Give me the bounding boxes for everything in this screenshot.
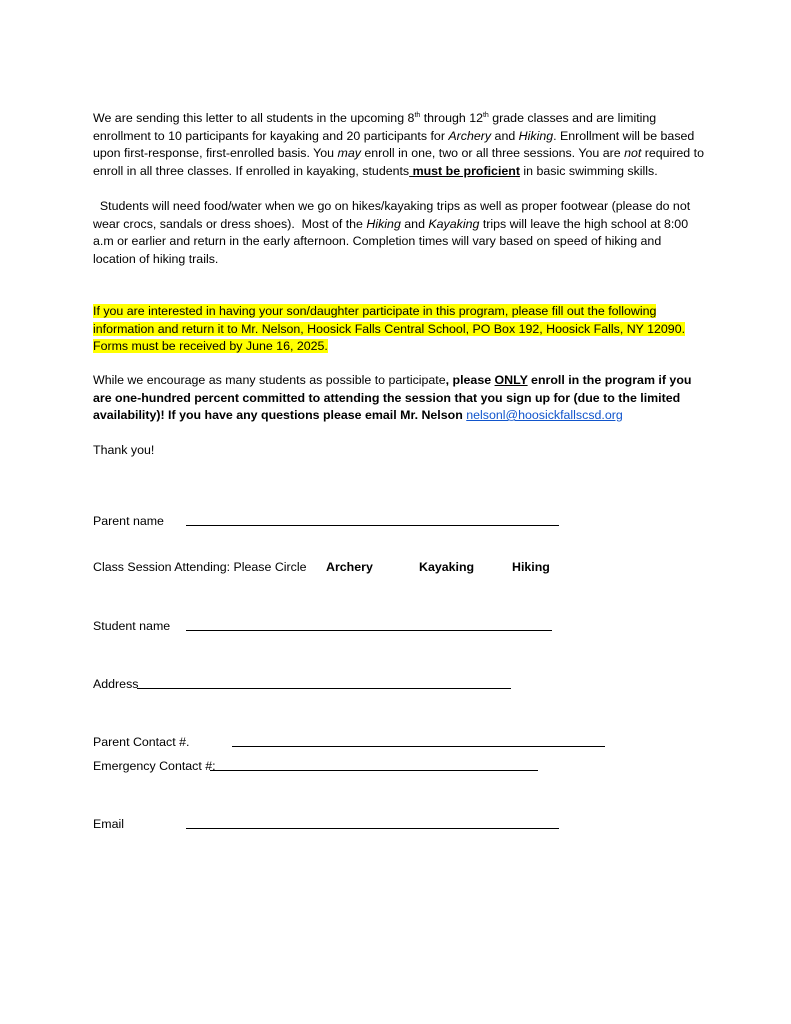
emergency-contact-line[interactable] bbox=[210, 770, 538, 771]
email-line[interactable] bbox=[186, 828, 559, 829]
option-archery[interactable]: Archery bbox=[326, 560, 373, 574]
class-session-label: Class Session Attending: Please Circle bbox=[93, 560, 307, 574]
option-kayaking[interactable]: Kayaking bbox=[419, 560, 475, 574]
emergency-contact-label: Emergency Contact #: bbox=[93, 759, 216, 773]
student-name-label: Student name bbox=[93, 619, 171, 633]
intro-paragraph: We are sending this letter to all students in the upcoming 8th through 12th grade classes and are limiting enrollment to 10 participants for kayaking and 20 participants for Archery and Hiking. Enrollment will be based upon first-response, first-enrolled basis. You may enroll in one, two or all three sessions. You are not required to enroll in all three classes. If enrolled in kayaking, students must be proficient in basic swimming skills. bbox=[93, 111, 704, 178]
parent-name-line[interactable] bbox=[186, 525, 559, 526]
student-name-line[interactable] bbox=[186, 630, 552, 631]
requirements-paragraph: Students will need food/water when we go on hikes/kayaking trips as well as proper footwear (please do not wear crocs, sandals or dress shoes). Most of the Hiking and Kayaking trips will leave the high school at 8:00 a.m or earlier and return in the early afternoon. Completion times will vary based on speed of hiking and location of hiking trails. bbox=[93, 199, 694, 266]
contact-email-link[interactable]: nelsonl@hoosickfallscsd.org bbox=[466, 408, 623, 422]
highlighted-text: If you are interested in having your son/daughter participate in this program, please fill out the following information and return it to Mr. Nelson, Hoosick Falls Central School, PO Box 192, Hoosick Falls, NY 12090. Forms must be received by June 16, 2025. bbox=[93, 304, 686, 353]
commitment-paragraph: While we encourage as many students as possible to participate, please ONLY enroll in the program if you are one-hundred percent committed to attending the session that you sign up for (due to the limited availability)! If you have any questions please email Mr. Nelson nelsonl@hoosickfallscsd.org bbox=[93, 373, 692, 422]
option-hiking[interactable]: Hiking bbox=[512, 560, 550, 574]
address-label: Address bbox=[93, 677, 139, 691]
parent-name-label: Parent name bbox=[93, 514, 164, 528]
address-line[interactable] bbox=[137, 688, 511, 689]
thank-you-text: Thank you! bbox=[93, 443, 155, 457]
email-label: Email bbox=[93, 817, 124, 831]
parent-contact-label: Parent Contact #. bbox=[93, 735, 190, 749]
parent-contact-line[interactable] bbox=[232, 746, 605, 747]
return-instructions-paragraph bbox=[93, 303, 707, 356]
